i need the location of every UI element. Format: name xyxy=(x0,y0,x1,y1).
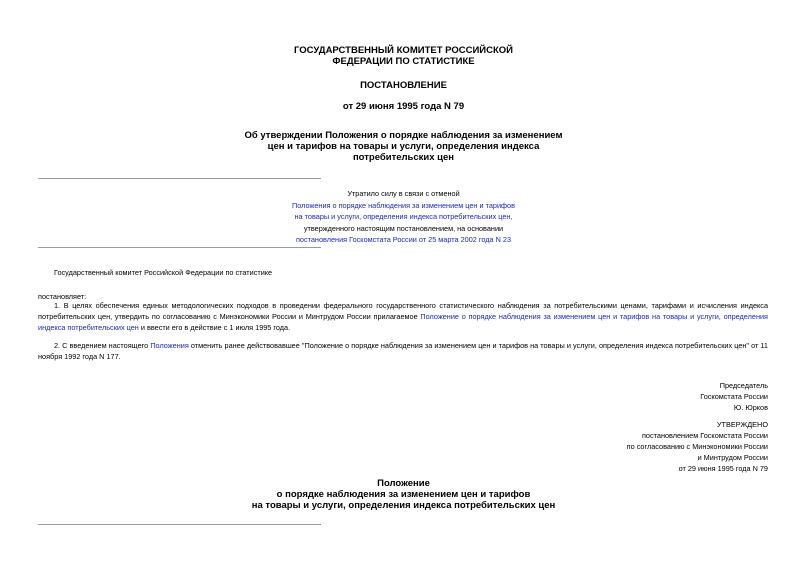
signature-position-1: Председатель xyxy=(719,381,768,390)
divider-middle xyxy=(38,247,321,248)
approval-line-3: и Минтрудом России xyxy=(697,453,768,462)
document-type: ПОСТАНОВЛЕНИЕ xyxy=(360,80,447,91)
status-note-line-1: Утратило силу в связи с отменой xyxy=(347,189,460,198)
status-note xyxy=(0,188,807,246)
document-title-line-1: Об утверждении Положения о порядке наблюдения за изменением xyxy=(244,130,563,141)
document-title-line-3: потребительских цен xyxy=(352,152,455,163)
regulation-short-link[interactable]: Положения xyxy=(150,341,189,350)
status-note-link-2[interactable]: на товары и услуги, определения индекса потребительских цен, xyxy=(294,212,513,221)
document-title xyxy=(0,130,807,163)
regulation-title-line-3: на товары и услуги, определения индекса потребительских цен xyxy=(251,500,556,511)
status-note-link-3[interactable]: постановления Госкомстата России от 25 марта 2002 года N 23 xyxy=(295,235,512,244)
regulation-title-line-2: о порядке наблюдения за изменением цен и тарифов xyxy=(276,489,531,500)
signature-block xyxy=(468,380,768,413)
approval-line-2: по согласованию с Минэкономики России xyxy=(626,442,768,451)
status-note-line-4: утвержденного настоящим постановлением, на основании xyxy=(303,223,504,233)
signature-position-2: Госкомстата России xyxy=(700,392,768,401)
paragraph-1-text: 1. В целях обеспечения единых методологических подходов в проведении федерального государственного статистического наблюдения за потребительскими ценами, тарифами и исчисления индекса потребительских цен, утвердить по согласованию с Минэкономики России и Минтрудом России прилагаемое xyxy=(38,301,768,321)
status-note-link-1[interactable]: Положения о порядке наблюдения за изменением цен и тарифов xyxy=(292,200,515,210)
divider-top xyxy=(38,178,321,179)
document-title-line-2: цен и тарифов на товары и услуги, определения индекса xyxy=(267,141,540,152)
approval-block xyxy=(468,419,768,474)
regulation-title xyxy=(0,478,807,511)
paragraph-2-text: 2. С введением настоящего xyxy=(54,341,151,350)
regulation-title-line-1: Положение xyxy=(377,478,430,489)
divider-bottom xyxy=(38,524,321,525)
organization-name xyxy=(0,45,807,67)
issuer-text: Государственный комитет Российской Федерации по статистике xyxy=(54,268,273,277)
paragraph-2-tail: отменить ранее действовавшее "Положение о порядке наблюдения за изменением цен и тарифов на товары и услуги, определения индекса потребительских цен" от 11 ноября 1992 года N 177. xyxy=(38,341,768,361)
decree-word: постановляет: xyxy=(38,292,87,301)
paragraph-1-tail: и ввести его в действие с 1 июля 1995 года. xyxy=(138,323,291,332)
document-date: от 29 июня 1995 года N 79 xyxy=(342,101,465,112)
approval-heading: УТВЕРЖДЕНО xyxy=(716,420,768,429)
paragraph-2 xyxy=(38,340,768,362)
organization-line-2: ФЕДЕРАЦИИ ПО СТАТИСТИКЕ xyxy=(332,56,475,67)
approval-line-4: от 29 июня 1995 года N 79 xyxy=(678,464,768,473)
organization-line-1: ГОСУДАРСТВЕННЫЙ КОМИТЕТ РОССИЙСКОЙ xyxy=(293,45,514,56)
approval-line-1: постановлением Госкомстата России xyxy=(641,431,768,440)
paragraph-1 xyxy=(38,300,768,333)
signature-name: Ю. Юрков xyxy=(733,403,768,412)
regulation-link[interactable]: Положение о порядке наблюдения за изменением цен и тарифов на товары и услуги, определения индекса потребительских цен xyxy=(38,312,768,332)
